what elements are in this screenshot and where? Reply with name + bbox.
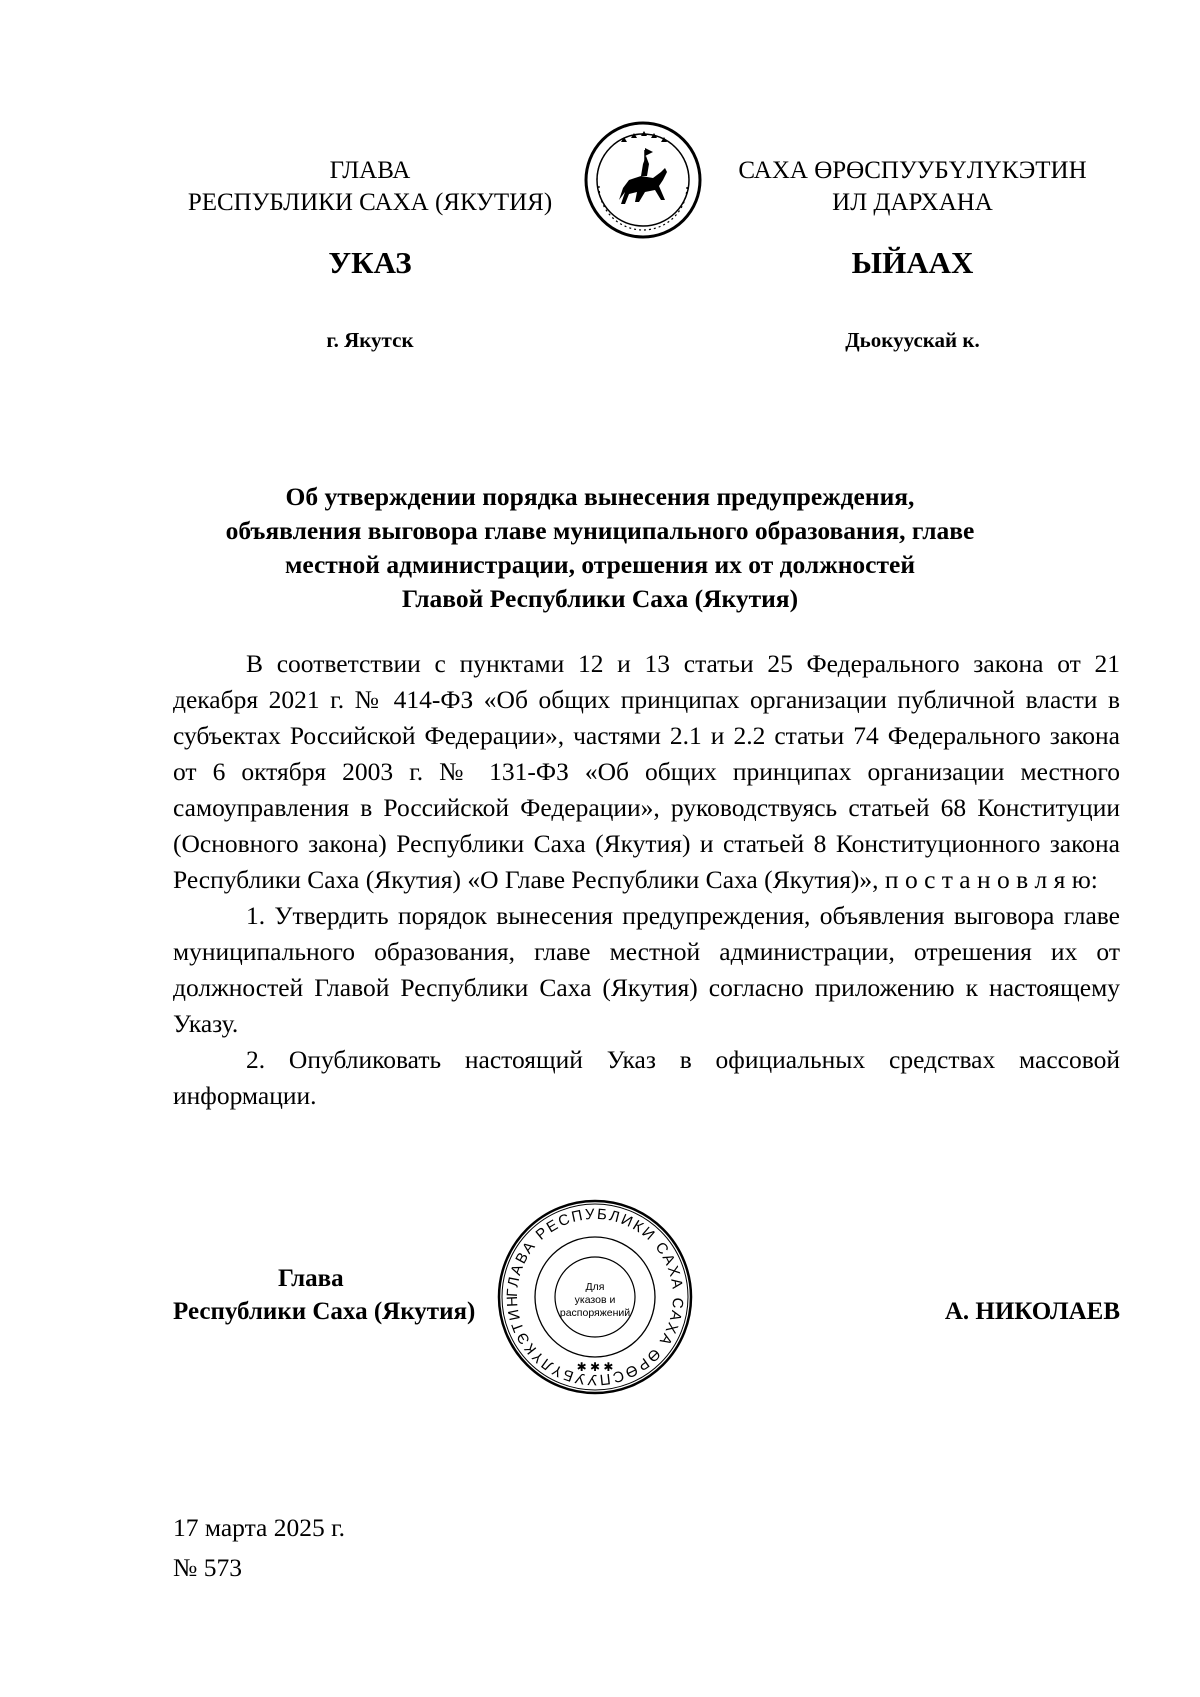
city-ru: г. Якутск xyxy=(326,328,414,352)
seal-stamp-icon xyxy=(495,1197,695,1397)
title-line: Главой Республики Саха (Якутия) xyxy=(401,584,799,613)
svg-text:✱ ✱ ✱: ✱ ✱ ✱ xyxy=(576,1360,614,1374)
signatory-name: А. НИКОЛАЕВ xyxy=(944,1298,1120,1325)
header-left xyxy=(170,155,570,219)
document-date: 17 марта 2025 г. xyxy=(173,1513,346,1542)
signature-position xyxy=(173,1262,523,1328)
item-1-paragraph: 1. Утвердить порядок вынесения предупреждения, объявления выговора главе муниципального образования, главе местной администрации, отрешения их от должностей Главой Республики Саха (Якутия) согласно приложению к настоящему Указу. xyxy=(173,901,1120,1038)
seal-center-line3: распоряжений xyxy=(559,1307,631,1319)
emblem-icon xyxy=(583,120,703,240)
signature-position-line1: Глава xyxy=(278,1265,344,1292)
preamble-text: В соответствии с пунктами 12 и 13 статьи 25 Федерального закона от 21 декабря 2021 г. № 414-ФЗ «Об общих принципах организации публичной власти в субъектах Российской Федерации», частями 2.1 и 2.2 статьи 74 Федерального закона от 6 октября 2003 г. № 131-ФЗ «Об общих принципах организации местного самоуправления в Российской Федерации», руководствуясь статьей 68 Конституции (Основного закона) Республики Саха (Якутия) и статьей 8 Конституционного закона Республики Саха (Якутия) «О Главе Республики Саха (Якутия)», xyxy=(173,649,1120,894)
preamble-paragraph xyxy=(173,646,1120,898)
title-line: объявления выговора главе муниципального образования, главе xyxy=(225,516,975,545)
city-sah: Дьокуускай к. xyxy=(845,328,980,352)
item-2-paragraph: 2. Опубликовать настоящий Указ в официальных средствах массовой информации. xyxy=(173,1045,1120,1110)
document-title xyxy=(0,480,1200,616)
header-right xyxy=(715,155,1110,219)
doc-type-sah: ЫЙААХ xyxy=(851,245,974,280)
coat-of-arms-emblem xyxy=(583,120,703,240)
document-number: № 573 xyxy=(173,1553,242,1582)
document-body xyxy=(173,646,1120,1114)
signature-position-line2: Республики Саха (Якутия) xyxy=(173,1298,476,1325)
official-seal xyxy=(495,1197,695,1397)
header-right-line2: ИЛ ДАРХАНА xyxy=(832,189,993,216)
doc-type-ru: УКАЗ xyxy=(328,245,412,280)
header-left-line1: ГЛАВА xyxy=(329,157,411,184)
title-line: Об утверждении порядка вынесения предупреждения, xyxy=(285,482,915,511)
decree-word: п о с т а н о в л я ю: xyxy=(884,865,1098,894)
seal-ring-text: ГЛАВА РЕСПУБЛИКИ САХА САХА ӨРӨСПУУБҮЛҮКЭТИН xyxy=(503,1205,687,1389)
seal-center-line1: Для xyxy=(585,1281,605,1293)
header-left-line2: РЕСПУБЛИКИ САХА (ЯКУТИЯ) xyxy=(187,189,553,216)
title-line: местной администрации, отрешения их от должностей xyxy=(284,550,916,579)
header-right-line1: САХА ӨРӨСПУУБҮЛҮКЭТИН xyxy=(738,157,1087,184)
seal-center-line2: указов и xyxy=(574,1294,616,1306)
